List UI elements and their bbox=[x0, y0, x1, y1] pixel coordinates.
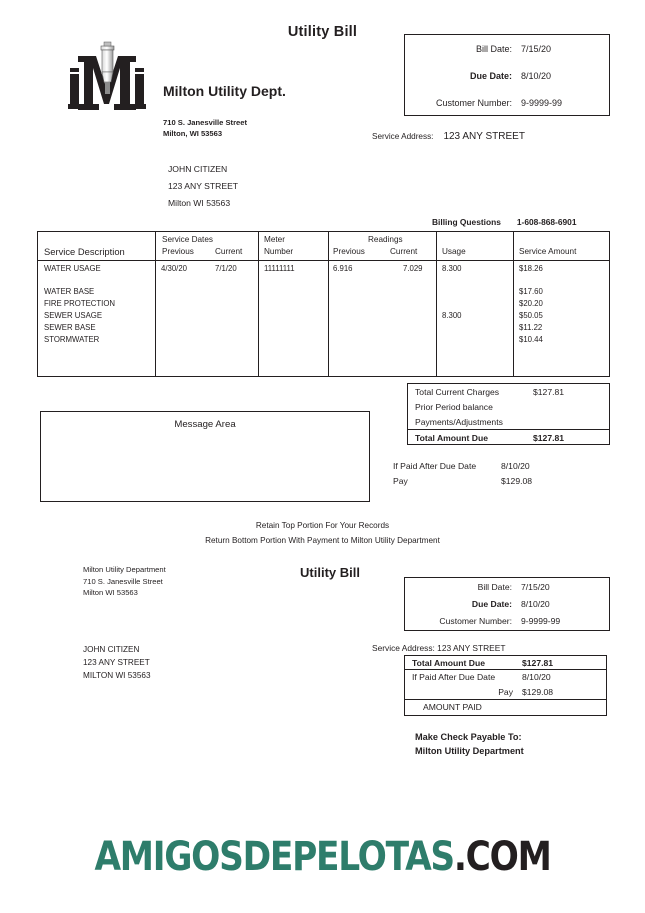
table-cell-reading-current: 7.029 bbox=[403, 264, 423, 273]
header-service-amount: Service Amount bbox=[519, 247, 577, 256]
service-charges-table bbox=[37, 231, 610, 377]
customer-name: JOHN CITIZEN bbox=[168, 164, 228, 174]
customer-number-value: 9-9999-99 bbox=[521, 98, 563, 109]
milton-m-water-tower-logo bbox=[68, 38, 146, 120]
totals-box bbox=[407, 383, 610, 445]
table-cell-date-previous: 4/30/20 bbox=[161, 264, 188, 273]
total-amount-due-label: Total Amount Due bbox=[415, 432, 489, 443]
due-date-label: Due Date: bbox=[469, 70, 512, 81]
table-row: WATER BASE bbox=[44, 287, 95, 296]
payable-label: Make Check Payable To: bbox=[415, 732, 522, 742]
stub-service-address: Service Address: 123 ANY STREET bbox=[372, 643, 506, 653]
stub-customer-name: JOHN CITIZEN bbox=[83, 645, 140, 654]
billing-questions-phone: 1-608-868-6901 bbox=[516, 217, 577, 227]
header-dates-current: Current bbox=[215, 247, 243, 256]
header-readings-group: Readings bbox=[368, 235, 403, 244]
make-check-payable-block bbox=[415, 731, 524, 758]
table-cell-reading-previous: 6.916 bbox=[333, 264, 353, 273]
table-cell-amount: $20.20 bbox=[519, 299, 543, 308]
pay-value: $129.08 bbox=[501, 476, 533, 486]
customer-city-state-zip: Milton WI 53563 bbox=[168, 198, 231, 208]
stub-total-due-value: $127.81 bbox=[522, 657, 554, 668]
payments-adjustments-row bbox=[408, 414, 609, 429]
if-paid-after-due-date: 8/10/20 bbox=[501, 461, 530, 471]
bill-date-value: 7/15/20 bbox=[521, 43, 552, 54]
payments-adjustments-label: Payments/Adjustments bbox=[415, 416, 503, 427]
service-table-body bbox=[38, 261, 609, 376]
header-meter-line1: Meter bbox=[264, 235, 285, 244]
service-address-value: 123 ANY STREET bbox=[443, 131, 525, 142]
stub-customer-street: 123 ANY STREET bbox=[83, 658, 150, 667]
utility-address bbox=[163, 117, 247, 139]
page-title: Utility Bill bbox=[287, 24, 358, 40]
customer-number-label: Customer Number: bbox=[435, 98, 512, 109]
header-dates-previous: Previous bbox=[162, 247, 194, 256]
table-row: SEWER BASE bbox=[44, 323, 96, 332]
stub-bill-info-box bbox=[404, 577, 610, 631]
stub-payment-box bbox=[404, 655, 607, 716]
table-cell-date-current: 7/1/20 bbox=[215, 264, 237, 273]
payable-payee: Milton Utility Department bbox=[415, 745, 524, 756]
stub-due-date-value: 8/10/20 bbox=[521, 598, 550, 609]
header-meter-line2: Number bbox=[264, 247, 294, 256]
table-row: SEWER USAGE bbox=[44, 311, 103, 320]
bill-date-label: Bill Date: bbox=[475, 43, 512, 54]
watermark-primary: AMIGOSDEPELOTAS bbox=[94, 834, 454, 880]
if-paid-after-due-row bbox=[393, 459, 613, 474]
table-cell-amount: $17.60 bbox=[519, 287, 543, 296]
total-current-charges-label: Total Current Charges bbox=[415, 386, 500, 397]
customer-number-row bbox=[405, 90, 609, 117]
total-amount-due-row bbox=[408, 429, 609, 445]
table-cell-amount: $18.26 bbox=[519, 264, 543, 273]
stub-pay-value: $129.08 bbox=[522, 686, 554, 697]
stub-bill-date-label: Bill Date: bbox=[477, 581, 512, 592]
stub-remit-line1: Milton Utility Department bbox=[83, 565, 166, 574]
table-cell-amount: $10.44 bbox=[519, 335, 543, 344]
stub-customer-city: MILTON WI 53563 bbox=[83, 671, 151, 680]
return-bottom-instruction: Return Bottom Portion With Payment to Milton Utility Department bbox=[205, 536, 440, 545]
prior-period-balance-label: Prior Period balance bbox=[415, 401, 493, 412]
stub-due-date-row bbox=[405, 595, 609, 612]
table-cell-meter-number: 11111111 bbox=[264, 264, 295, 273]
stub-amount-paid-label: AMOUNT PAID bbox=[423, 702, 482, 713]
billing-questions bbox=[432, 217, 576, 227]
table-row: FIRE PROTECTION bbox=[44, 299, 116, 308]
stub-remit-address bbox=[83, 564, 166, 599]
billing-questions-label: Billing Questions bbox=[432, 217, 501, 227]
service-table-header bbox=[38, 232, 609, 261]
customer-address-block bbox=[168, 161, 238, 212]
bill-info-box bbox=[404, 34, 610, 116]
stub-after-due-date: 8/10/20 bbox=[522, 672, 551, 683]
table-row: STORMWATER bbox=[44, 335, 100, 344]
prior-period-balance-row bbox=[408, 399, 609, 414]
retain-top-instruction: Retain Top Portion For Your Records bbox=[255, 521, 390, 530]
stub-total-due-label: Total Amount Due bbox=[412, 657, 486, 668]
stub-customer-number-value: 9-9999-99 bbox=[521, 616, 561, 627]
due-date-row bbox=[405, 62, 609, 89]
total-current-charges-value: $127.81 bbox=[533, 386, 565, 397]
if-paid-after-due-block bbox=[393, 459, 613, 489]
stub-title: Utility Bill bbox=[300, 565, 360, 580]
table-cell-amount: $11.22 bbox=[519, 323, 543, 332]
pay-row bbox=[393, 474, 613, 489]
stub-due-date-label: Due Date: bbox=[471, 598, 512, 609]
stub-total-due-row bbox=[405, 656, 606, 670]
stub-customer-number-row bbox=[405, 613, 609, 630]
total-current-charges-row bbox=[408, 384, 609, 399]
customer-street: 123 ANY STREET bbox=[168, 181, 239, 191]
service-address-label: Service Address: bbox=[372, 132, 434, 141]
header-service-description: Service Description bbox=[44, 246, 125, 257]
utility-address-line2: Milton, WI 53563 bbox=[163, 129, 223, 138]
stub-bill-date-row bbox=[405, 578, 609, 595]
header-readings-current: Current bbox=[390, 247, 418, 256]
message-area bbox=[40, 411, 370, 502]
stub-amount-paid-row[interactable] bbox=[405, 699, 606, 715]
utility-address-line1: 710 S. Janesville Street bbox=[163, 118, 248, 127]
stub-bill-date-value: 7/15/20 bbox=[521, 581, 550, 592]
total-amount-due-value: $127.81 bbox=[533, 432, 565, 443]
tear-instructions bbox=[0, 518, 645, 548]
utility-name: Milton Utility Dept. bbox=[163, 83, 286, 99]
stub-remit-line2: 710 S. Janesville Street bbox=[83, 576, 163, 586]
table-row: WATER USAGE bbox=[44, 264, 101, 273]
header-service-dates-group: Service Dates bbox=[162, 235, 213, 244]
due-date-value: 8/10/20 bbox=[521, 70, 552, 81]
table-cell-usage: 8.300 bbox=[442, 264, 462, 273]
if-paid-after-due-label: If Paid After Due Date bbox=[393, 461, 477, 471]
message-area-label: Message Area bbox=[174, 419, 236, 430]
stub-customer-address bbox=[83, 643, 151, 682]
stub-remit-line3: Milton WI 53563 bbox=[83, 588, 138, 597]
table-cell-amount: $50.05 bbox=[519, 311, 543, 320]
header-usage: Usage bbox=[442, 247, 466, 256]
table-cell-usage: 8.300 bbox=[442, 311, 462, 320]
site-watermark bbox=[45, 834, 600, 880]
stub-customer-number-label: Customer Number: bbox=[439, 616, 512, 627]
stub-after-due-label: If Paid After Due Date bbox=[412, 672, 496, 683]
stub-pay-row bbox=[405, 685, 606, 699]
stub-after-due-row bbox=[405, 670, 606, 684]
bill-date-row bbox=[405, 35, 609, 62]
header-readings-previous: Previous bbox=[333, 247, 365, 256]
watermark-secondary: .COM bbox=[453, 834, 551, 880]
service-address-line bbox=[372, 131, 525, 142]
pay-label: Pay bbox=[393, 476, 408, 486]
stub-pay-label: Pay bbox=[498, 686, 513, 697]
